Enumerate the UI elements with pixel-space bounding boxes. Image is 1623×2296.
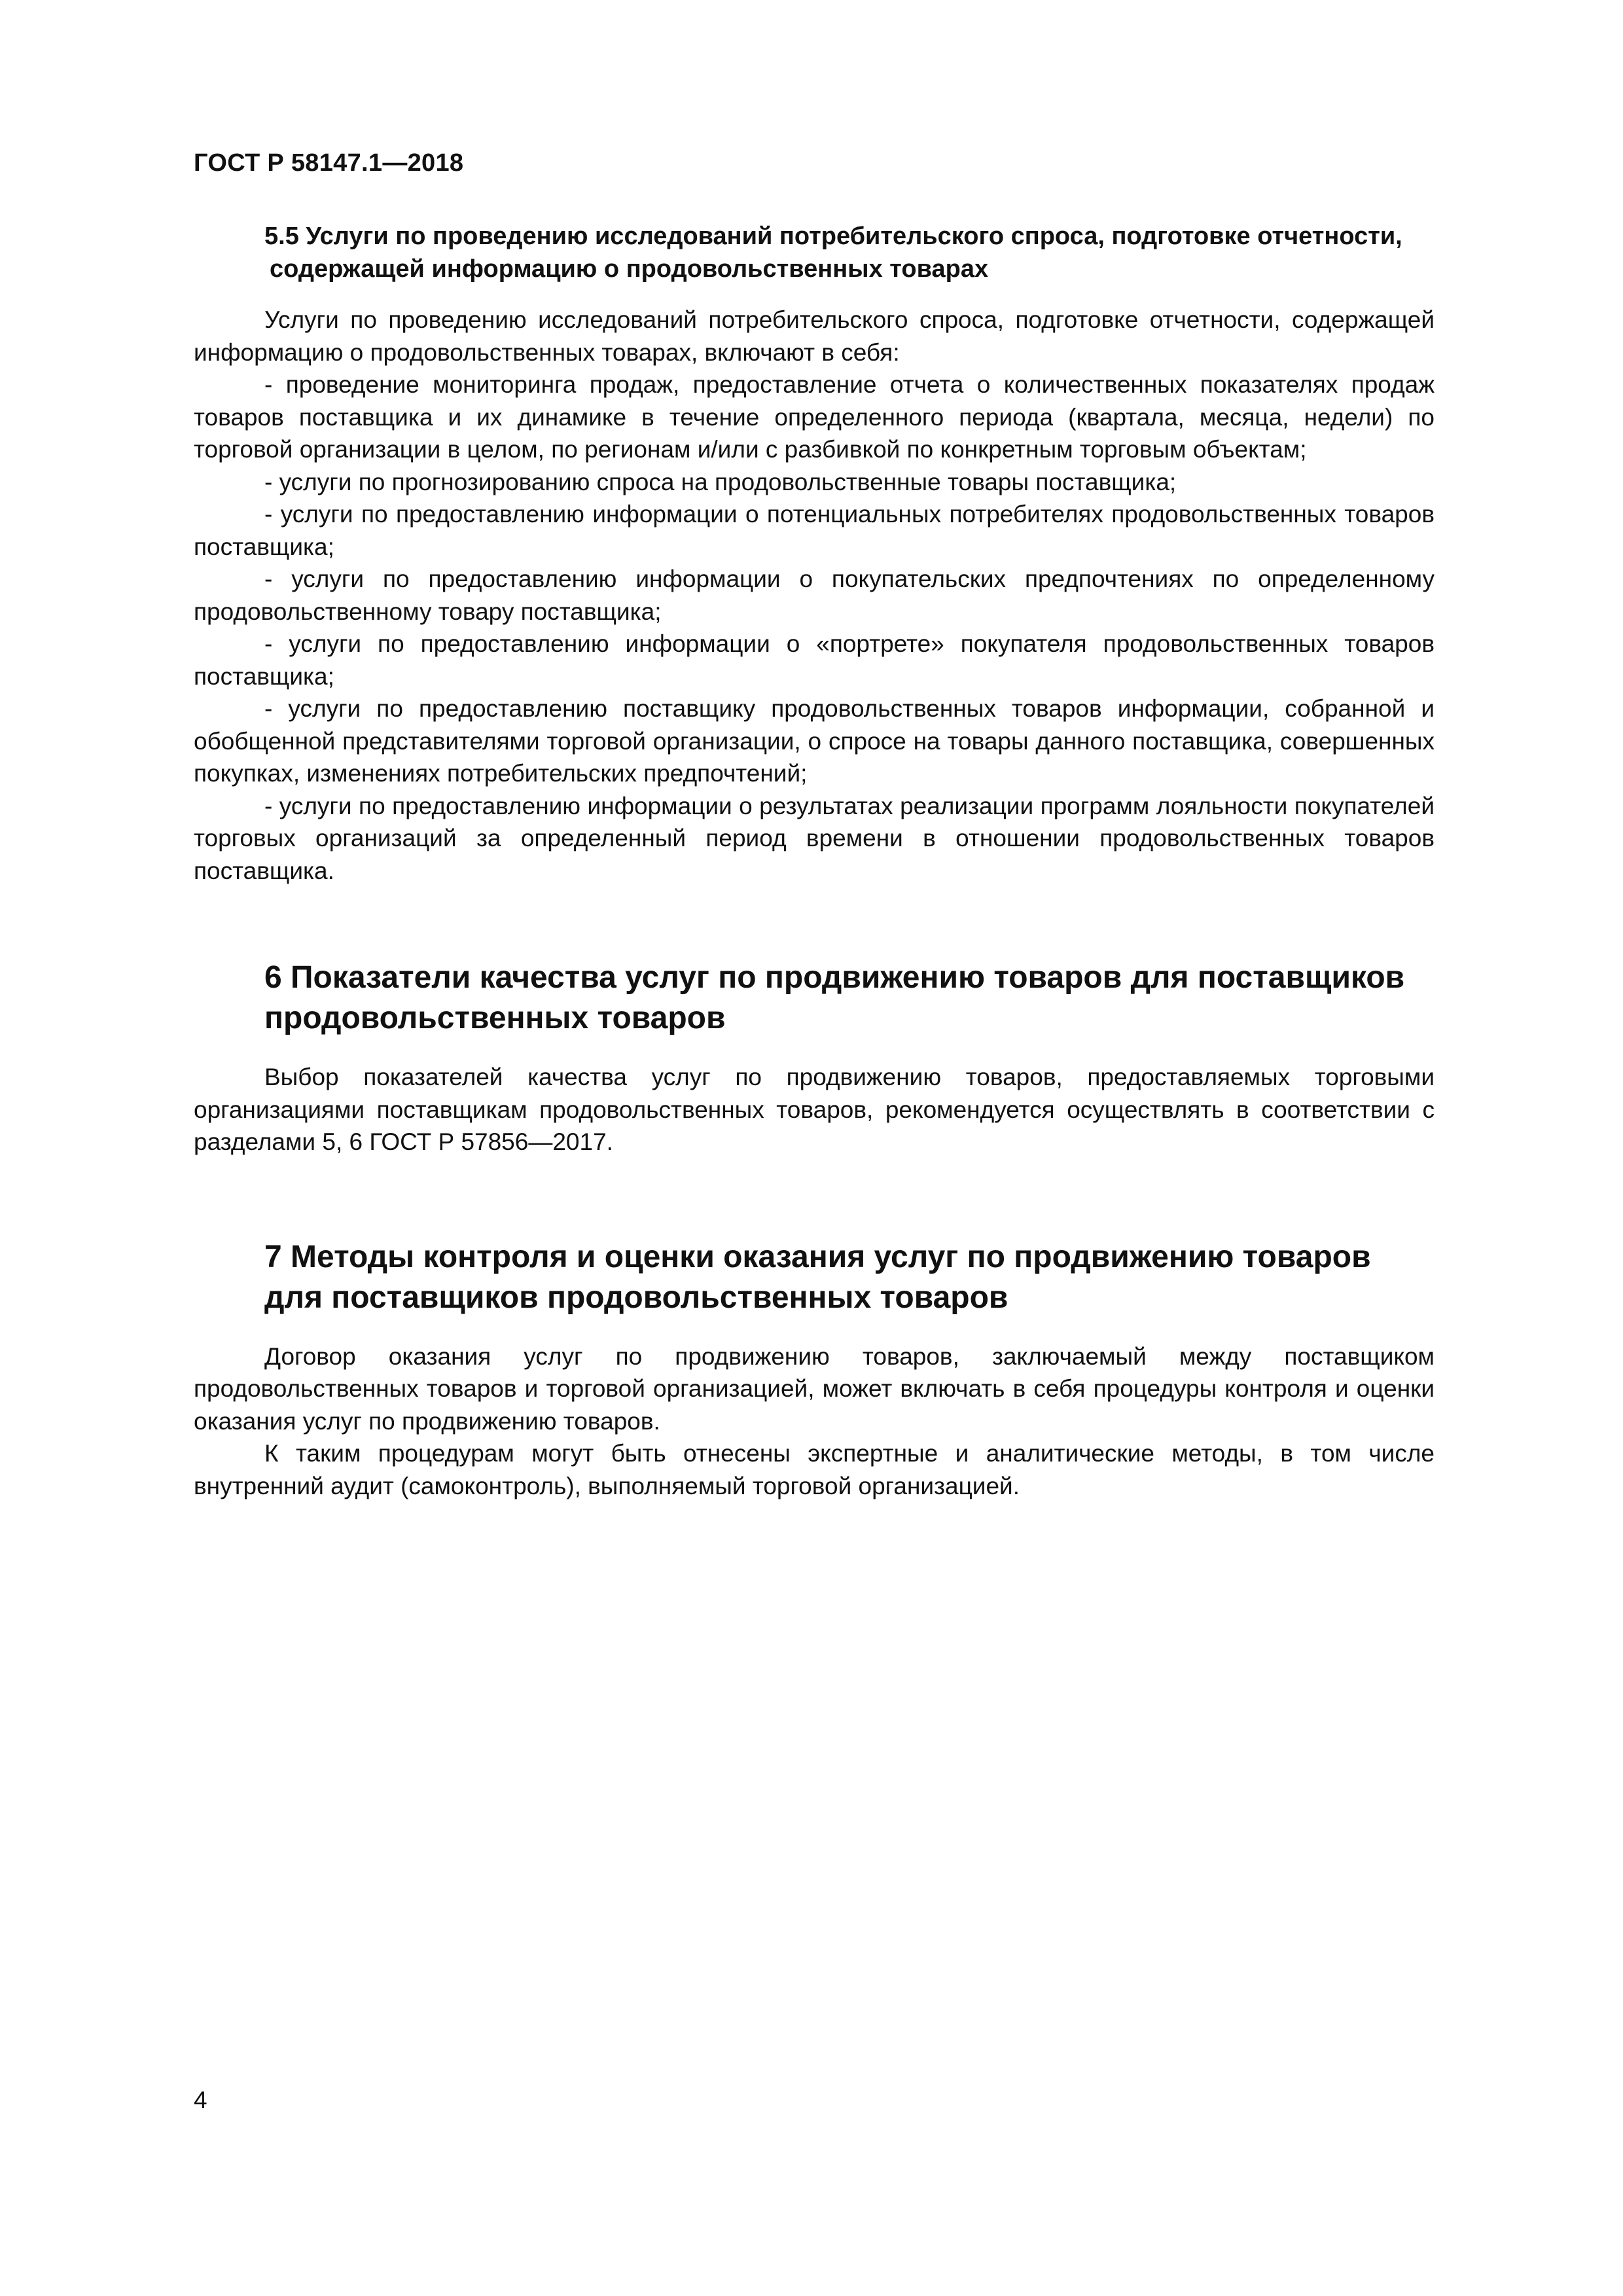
list-item-sales-monitoring: - проведение мониторинга продаж, предоставление отчета о количественных показателях продаж товаров поставщика и их динамике в течение определенного периода (квартала, месяца, недели) по торговой организации в целом, по регионам и/или с разбивкой по конкретным торговым объектам; [194, 371, 1435, 463]
subsection-5-5-title [194, 220, 1435, 285]
subsection-5-5-title-line1: 5.5 Услуги по проведению исследований потребительского спроса, подготовке отчетности, [264, 223, 1402, 250]
section-6-title-line2: продовольственных товаров [264, 1001, 726, 1035]
list-item-potential-consumers: - услуги по предоставлению информации о потенциальных потребителях продовольственных товаров поставщика; [194, 501, 1435, 560]
subsection-5-5-title-line2: содержащей информацию о продовольственных товарах [270, 255, 989, 283]
list-item-buyer-preferences: - услуги по предоставлению информации о покупательских предпочтениях по определенному продовольственному товару поставщика; [194, 565, 1435, 625]
paragraph-5-5-intro: Услуги по проведению исследований потребительского спроса, подготовке отчетности, содержащей информацию о продовольственных товарах, включают в себя: [194, 306, 1435, 366]
list-item-loyalty-programs: - услуги по предоставлению информации о результатах реализации программ лояльности покупателей торговых организаций за определенный период времени в отношении продовольственных товаров поставщика. [194, 792, 1435, 884]
paragraph-section-7-procedures: К таким процедурам могут быть отнесены экспертные и аналитические методы, в том числе внутренний аудит (самоконтроль), выполняемый торговой организацией. [194, 1440, 1435, 1499]
section-6-title [194, 958, 1435, 1039]
list-item-buyer-portrait: - услуги по предоставлению информации о «портрете» покупателя продовольственных товаров поставщика; [194, 630, 1435, 690]
list-item-demand-forecasting: - услуги по прогнозированию спроса на продовольственные товары поставщика; [264, 468, 1177, 495]
standard-code-header: ГОСТ Р 58147.1—2018 [194, 149, 464, 177]
section-7-title-line2: для поставщиков продовольственных товаров [264, 1280, 1008, 1315]
page-body [194, 220, 1435, 1502]
section-6-title-line1: 6 Показатели качества услуг по продвижению товаров для поставщиков [264, 960, 1405, 995]
paragraph-section-6: Выбор показателей качества услуг по продвижению товаров, предоставляемых торговыми организациями поставщикам продовольственных товаров, рекомендуется осуществлять в соответствии с разделами 5, 6 ГОСТ Р 57856—2017. [194, 1064, 1435, 1155]
section-7-title-line1: 7 Методы контроля и оценки оказания услуг по продвижению товаров [264, 1239, 1371, 1274]
paragraph-section-7-contract: Договор оказания услуг по продвижению товаров, заключаемый между поставщиком продовольственных товаров и торговой организацией, может включать в себя процедуры контроля и оценки оказания услуг по продвижению товаров. [194, 1342, 1435, 1435]
section-7-title [194, 1237, 1435, 1318]
page-number: 4 [194, 2087, 207, 2113]
list-item-collected-information: - услуги по предоставлению поставщику продовольственных товаров информации, собранной и обобщенной представителями торговой организации, о спросе на товары данного поставщика, совершенных покупках, изменениях потребительских предпочтений; [194, 695, 1435, 787]
